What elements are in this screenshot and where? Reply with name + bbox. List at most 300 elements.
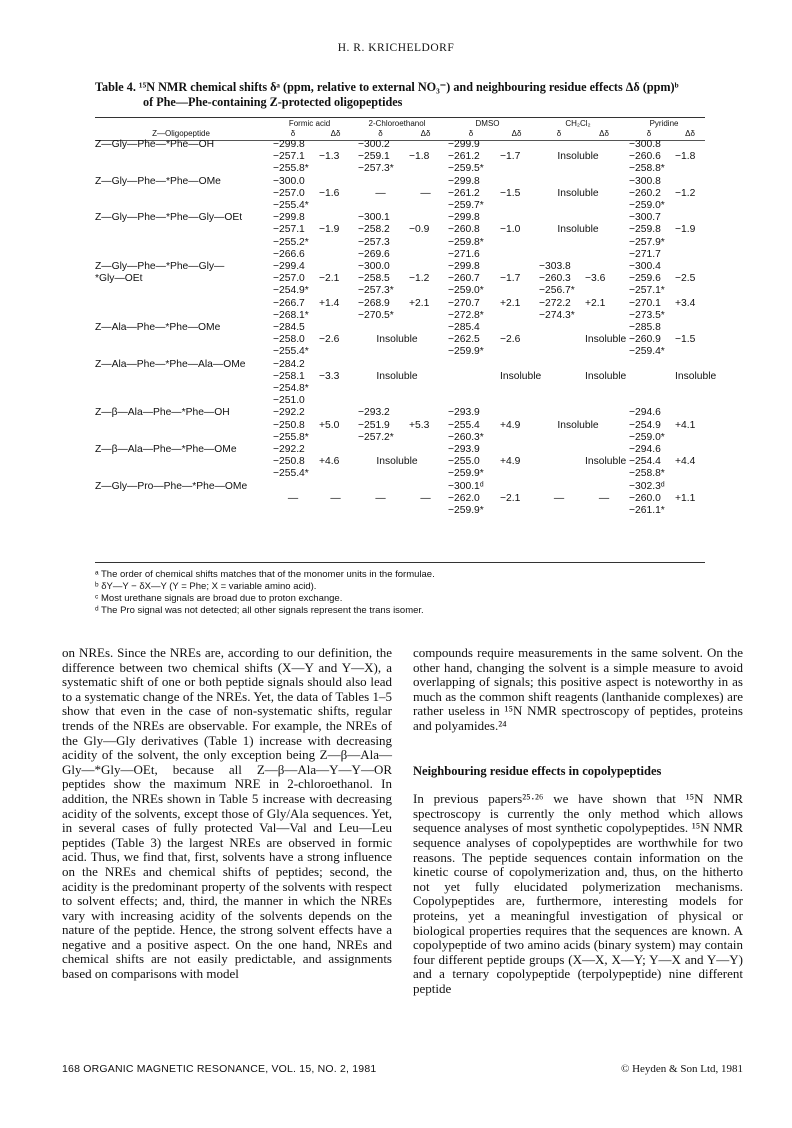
value-cell: −300.7 xyxy=(629,212,661,224)
value-cell: — xyxy=(287,492,299,504)
value-cell: −3.6 xyxy=(585,273,606,285)
peptide-cell xyxy=(95,249,267,261)
Delta-delta-header: Δδ xyxy=(599,129,609,138)
value-cell xyxy=(585,261,623,273)
value-cell xyxy=(267,481,319,493)
footer-journal: 168 ORGANIC MAGNETIC RESONANCE, VOL. 15, NO. 2, 1981 xyxy=(62,1063,377,1075)
table-row xyxy=(95,444,705,456)
value-cell xyxy=(319,237,352,249)
value-cell xyxy=(500,407,533,419)
value-cell: −268.9 xyxy=(358,297,390,309)
Delta-delta-header: Δδ xyxy=(330,129,341,138)
table-row xyxy=(95,456,705,468)
table-row xyxy=(95,139,705,151)
value-cell xyxy=(533,176,585,188)
value-cell: −299.8 xyxy=(448,261,480,273)
value-cell: −250.8 xyxy=(273,419,305,431)
value-cell xyxy=(675,468,705,480)
value-cell xyxy=(585,359,623,371)
value-cell xyxy=(585,346,623,358)
value-cell xyxy=(675,139,705,151)
value-cell: −2.5 xyxy=(675,273,696,285)
value-cell xyxy=(533,481,585,493)
table-row xyxy=(95,151,705,163)
value-cell: −2.1 xyxy=(319,273,340,285)
peptide-cell xyxy=(95,224,267,236)
value-cell: — xyxy=(420,492,431,504)
Delta-delta-header: Δδ xyxy=(420,129,431,138)
value-cell: Insoluble xyxy=(557,224,599,236)
table-row xyxy=(95,493,705,505)
value-cell xyxy=(623,395,675,407)
value-cell xyxy=(442,383,500,395)
value-cell: −300.2 xyxy=(358,139,390,150)
value-cell: −268.1* xyxy=(273,309,309,321)
value-cell: −294.6 xyxy=(629,444,661,456)
running-head: H. R. KRICHELDORF xyxy=(337,42,455,54)
value-cell: +1.4 xyxy=(319,297,340,309)
value-cell xyxy=(585,237,623,249)
value-cell xyxy=(352,468,409,480)
value-cell: −259.8* xyxy=(448,236,484,248)
value-cell xyxy=(409,139,442,151)
caption-line-2: of Phe—Phe-containing Z-protected oligopeptides xyxy=(143,95,403,109)
value-cell xyxy=(533,237,585,249)
value-cell: Insoluble xyxy=(585,456,627,468)
peptide-cell xyxy=(95,493,267,505)
value-cell xyxy=(585,310,623,322)
value-cell: −299.8 xyxy=(448,212,480,224)
value-cell: −270.5* xyxy=(358,309,394,321)
peptide-cell xyxy=(95,456,267,468)
table-row xyxy=(95,334,705,346)
peptide-cell: Z—Ala—Phe—*Phe—Ala—OMe xyxy=(95,358,246,370)
value-cell: +5.0 xyxy=(319,419,340,431)
solvent-header: CH₂Cl₂ xyxy=(565,119,591,128)
value-cell: −299.8 xyxy=(273,212,305,224)
section-heading: Neighbouring residue effects in copolypeptides xyxy=(413,763,662,778)
value-cell xyxy=(500,432,533,444)
value-cell xyxy=(623,383,675,395)
value-cell xyxy=(500,200,533,212)
value-cell: −254.8* xyxy=(273,383,309,395)
value-cell xyxy=(585,432,623,444)
table-row xyxy=(95,285,705,297)
value-cell: −285.4 xyxy=(448,322,480,334)
value-cell xyxy=(675,176,705,188)
value-cell xyxy=(352,322,409,334)
value-cell: −260.3 xyxy=(539,273,571,285)
body-paragraph: on NREs. Since the NREs are, according to our definition, the difference between two chemical shifts (X—Y and Y—X), a systematic shift of one or both peptide signals should also lead to a systematic change of the NREs. Yet, the data of Tables 1–5 show that even in the case of non-systematic shifts, regular trends of the NREs are observable. For example, the NREs of the Gly—Gly derivatives (Table 1) increase with decreasing acidity of the solvent, the only exception being Z—β—Ala—Gly—*Gly—OEt, because all Z—β—Ala—Y—Y—OR peptides show the maximum NRE in 2-chloroethanol. In addition, the NREs shown in Table 5 increase with decreasing acidity of the solvents, except those of Gly/Ala sequences. Yet, in several cases of fully protected Val—Val and Leu—Leu peptides (Table 3) the largest NREs are observed in formic acid. Thus, we find that, first, solvents have a strong influence on the NREs and chemical shifts of peptides; second, the acidity is the predominant property of the solvents with respect to solvent effects; and, third, the manner in which the NREs vary with increasing acidity of the solvents depends on the nature of the peptide. Hence, the strong solvent effects have a negative and a positive aspect. On the one hand, NREs and chemical shifts are not easily predictable, and assignments based on comparisons with model xyxy=(62,645,392,982)
table-row xyxy=(95,346,705,358)
value-cell xyxy=(500,261,533,273)
value-cell: −284.5 xyxy=(273,322,305,334)
value-cell xyxy=(500,163,533,175)
value-cell xyxy=(319,310,352,322)
value-cell xyxy=(675,346,705,358)
value-cell: −270.1 xyxy=(629,297,661,309)
peptide-cell xyxy=(95,346,267,358)
value-cell: Insoluble xyxy=(675,370,717,382)
peptide-cell xyxy=(95,188,267,200)
peptide-cell: Z—Gly—Phe—*Phe—Gly— xyxy=(95,261,225,273)
value-cell: +2.1 xyxy=(500,297,521,309)
value-cell xyxy=(585,176,623,188)
footnote: ᵇ δY—Y − δX—Y (Y = Phe; X = variable amino acid). xyxy=(95,581,317,592)
table-row xyxy=(95,224,705,236)
value-cell xyxy=(319,139,352,151)
value-cell xyxy=(585,407,623,419)
value-cell: Insoluble xyxy=(557,151,599,163)
delta-header: δ xyxy=(646,129,652,138)
value-cell xyxy=(675,383,705,395)
value-cell xyxy=(319,212,352,224)
value-cell xyxy=(352,505,409,517)
table-caption xyxy=(95,80,715,110)
value-cell xyxy=(319,395,352,407)
value-cell: −257.9* xyxy=(629,236,665,248)
value-cell xyxy=(352,444,409,456)
value-cell xyxy=(319,322,352,334)
value-cell: −260.7 xyxy=(448,273,480,285)
value-cell xyxy=(352,481,409,493)
value-cell: −1.2 xyxy=(675,187,696,199)
peptide-cell xyxy=(95,334,267,346)
value-cell xyxy=(409,249,442,261)
value-cell: −1.2 xyxy=(409,273,430,285)
value-cell xyxy=(442,359,500,371)
peptide-cell: Z—Gly—Pro—Phe—*Phe—OMe xyxy=(95,480,248,492)
peptide-cell xyxy=(95,237,267,249)
value-cell xyxy=(533,468,585,480)
value-cell: −260.8 xyxy=(448,224,480,236)
value-cell xyxy=(319,261,352,273)
table-row xyxy=(95,481,705,493)
table-row xyxy=(95,432,705,444)
peptide-cell xyxy=(95,285,267,297)
value-cell xyxy=(675,432,705,444)
delta-header: δ xyxy=(290,129,296,138)
value-cell: −260.9 xyxy=(629,334,661,346)
left-text-column xyxy=(62,646,392,982)
table-row xyxy=(95,249,705,261)
value-cell: −293.2 xyxy=(358,407,390,419)
value-cell: −261.2 xyxy=(448,151,480,163)
value-cell xyxy=(675,359,705,371)
value-cell: −260.6 xyxy=(629,151,661,163)
value-cell xyxy=(675,322,705,334)
value-cell: −299.8 xyxy=(273,139,305,150)
value-cell: −284.2 xyxy=(273,358,305,370)
value-cell xyxy=(533,456,585,468)
oligopeptide-header: Z—Oligopeptide xyxy=(152,129,210,138)
value-cell: −259.6 xyxy=(629,273,661,285)
value-cell xyxy=(500,249,533,261)
table-row xyxy=(95,176,705,188)
value-cell xyxy=(675,481,705,493)
value-cell: +4.9 xyxy=(500,456,521,468)
footer-copyright: © Heyden & Son Ltd, 1981 xyxy=(620,1063,743,1075)
value-cell xyxy=(352,359,409,371)
peptide-cell xyxy=(95,163,267,175)
value-cell: −300.0 xyxy=(358,261,390,273)
value-cell xyxy=(533,432,585,444)
value-cell: −258.2 xyxy=(358,224,390,236)
value-cell: −258.0 xyxy=(273,334,305,346)
peptide-cell xyxy=(95,200,267,212)
value-cell: — xyxy=(375,492,386,504)
value-cell xyxy=(409,383,442,395)
value-cell: Insoluble xyxy=(557,419,599,431)
peptide-cell: Z—Gly—Phe—*Phe—Gly—OEt xyxy=(95,212,243,224)
value-cell: −1.5 xyxy=(500,187,521,199)
delta-header: δ xyxy=(468,129,474,138)
value-cell: −259.4* xyxy=(629,346,665,358)
value-cell xyxy=(409,505,442,517)
value-cell xyxy=(442,395,500,407)
value-cell xyxy=(319,468,352,480)
value-cell: — xyxy=(553,492,565,504)
value-cell xyxy=(623,371,675,383)
value-cell xyxy=(500,139,533,151)
value-cell: −272.8* xyxy=(448,309,484,321)
value-cell: −254.4 xyxy=(629,456,661,468)
value-cell: −257.1* xyxy=(629,285,665,297)
table-row xyxy=(95,505,705,517)
footnote: ᵈ The Pro signal was not detected; all other signals represent the trans isomer. xyxy=(95,605,424,616)
value-cell xyxy=(409,200,442,212)
value-cell xyxy=(409,346,442,358)
value-cell: −294.6 xyxy=(629,407,661,419)
value-cell xyxy=(409,444,442,456)
value-cell xyxy=(409,359,442,371)
value-cell: Insoluble xyxy=(376,334,418,346)
value-cell: −259.1 xyxy=(358,151,390,163)
value-cell xyxy=(267,505,319,517)
value-cell: — xyxy=(375,187,386,199)
value-cell xyxy=(585,212,623,224)
value-cell: −259.0* xyxy=(629,431,665,443)
peptide-cell xyxy=(95,383,267,395)
value-cell xyxy=(409,261,442,273)
delta-header: δ xyxy=(556,129,562,138)
value-cell: −300.1 xyxy=(358,212,390,224)
value-cell: −266.6 xyxy=(273,248,305,260)
value-cell: −250.8 xyxy=(273,456,305,468)
value-cell xyxy=(319,481,352,493)
Delta-delta-header: Δδ xyxy=(511,129,522,138)
value-cell: −251.0 xyxy=(273,395,305,407)
value-cell: −1.6 xyxy=(319,187,340,199)
value-cell xyxy=(675,505,705,517)
value-cell: −299.9 xyxy=(448,139,480,150)
value-cell xyxy=(533,322,585,334)
peptide-cell xyxy=(95,395,267,407)
peptide-cell: Z—Gly—Phe—*Phe—OH xyxy=(95,139,215,150)
value-cell xyxy=(675,261,705,273)
value-cell xyxy=(585,505,623,517)
value-cell: −259.0* xyxy=(629,200,665,212)
value-cell xyxy=(533,346,585,358)
value-cell: +4.9 xyxy=(500,419,521,431)
value-cell: Insoluble xyxy=(585,370,627,382)
value-cell: −258.8* xyxy=(629,468,665,480)
value-cell: — xyxy=(330,492,341,504)
value-cell: — xyxy=(420,187,431,199)
value-cell xyxy=(500,481,533,493)
value-cell: −292.2 xyxy=(273,444,305,456)
value-cell xyxy=(352,200,409,212)
table-footnotes xyxy=(95,569,705,617)
value-cell xyxy=(409,322,442,334)
value-cell xyxy=(409,407,442,419)
value-cell: −270.7 xyxy=(448,297,480,309)
footnote: ᶜ Most urethane signals are broad due to proton exchange. xyxy=(95,593,343,604)
value-cell xyxy=(533,249,585,261)
value-cell: −255.4* xyxy=(273,468,309,480)
solvent-header-row xyxy=(95,119,705,129)
body-paragraph: compounds require measurements in the same solvent. On the other hand, changing the solvent is a simple measure to avoid overlapping of signals; this positive aspect is noteworthy in as much as the common shift reagents (lanthanide complexes) are rather useless in ¹⁵N NMR spectroscopy of peptides, proteins and polyamides.²⁴ xyxy=(413,645,743,733)
value-cell: −269.6 xyxy=(358,248,390,260)
value-cell: −262.5 xyxy=(448,334,480,346)
peptide-cell: *Gly—OEt xyxy=(95,273,143,285)
value-cell: −262.0 xyxy=(448,492,480,504)
peptide-cell xyxy=(95,151,267,163)
value-cell xyxy=(500,468,533,480)
value-cell: Insoluble xyxy=(376,456,418,468)
value-cell: −257.1 xyxy=(273,224,305,236)
value-cell xyxy=(585,200,623,212)
table-row xyxy=(95,371,705,383)
value-cell xyxy=(319,200,352,212)
table-bottom-rule xyxy=(95,562,705,563)
value-cell xyxy=(319,163,352,175)
value-cell: −1.3 xyxy=(319,151,340,163)
value-cell: −1.9 xyxy=(319,224,340,236)
value-cell: −257.3 xyxy=(358,236,390,248)
value-cell: −258.8* xyxy=(629,163,665,175)
value-cell xyxy=(533,334,585,346)
value-cell: −259.9* xyxy=(448,505,484,517)
value-cell: Insoluble xyxy=(557,187,599,199)
value-cell xyxy=(409,285,442,297)
value-cell: −259.0* xyxy=(448,285,484,297)
peptide-cell: Z—Ala—Phe—*Phe—OMe xyxy=(95,322,221,334)
value-cell xyxy=(533,383,585,395)
table-row xyxy=(95,237,705,249)
value-cell: −1.5 xyxy=(675,334,696,346)
value-cell: −285.8 xyxy=(629,322,661,334)
right-text-column xyxy=(413,646,743,996)
value-cell: −260.2 xyxy=(629,187,661,199)
value-cell: −272.2 xyxy=(539,297,571,309)
value-cell: −271.6 xyxy=(448,248,480,260)
spacer xyxy=(413,778,743,792)
Delta-delta-header: Δδ xyxy=(685,129,695,138)
value-cell xyxy=(500,505,533,517)
value-cell xyxy=(533,139,585,151)
table-row xyxy=(95,273,705,285)
value-cell: +4.6 xyxy=(319,456,340,468)
solvent-header: Pyridine xyxy=(649,119,679,128)
value-cell xyxy=(533,444,585,456)
solvent-header: 2-Chloroethanol xyxy=(368,119,426,128)
peptide-cell xyxy=(95,310,267,322)
value-cell xyxy=(533,212,585,224)
value-cell: −1.7 xyxy=(500,273,521,285)
value-cell xyxy=(352,383,409,395)
value-cell: +5.3 xyxy=(409,419,430,431)
caption-line-1: Table 4. ¹⁵N NMR chemical shifts δᵃ (ppm, relative to external NO₃⁻) and neighbouring residue effects Δδ (ppm)ᵇ xyxy=(95,80,679,94)
value-cell xyxy=(319,505,352,517)
value-cell xyxy=(319,249,352,261)
header-blank xyxy=(95,119,267,129)
table-row xyxy=(95,383,705,395)
solvent-header: Formic acid xyxy=(288,119,331,128)
value-cell xyxy=(675,444,705,456)
value-cell: −257.3* xyxy=(358,163,394,175)
nmr-shift-table xyxy=(95,119,717,517)
value-cell: +2.1 xyxy=(409,297,430,309)
value-cell: −300.0 xyxy=(273,175,305,187)
table-row xyxy=(95,420,705,432)
value-cell: +3.4 xyxy=(675,297,696,309)
value-cell: −271.7 xyxy=(629,248,661,260)
value-cell: −255.0 xyxy=(448,456,480,468)
value-cell: −259.9* xyxy=(448,346,484,358)
value-cell: −293.9 xyxy=(448,407,480,419)
value-cell: Insoluble xyxy=(376,370,418,382)
value-cell xyxy=(319,407,352,419)
value-cell: −257.2* xyxy=(358,431,394,443)
peptide-cell xyxy=(95,432,267,444)
value-cell: −259.7* xyxy=(448,200,484,212)
value-cell xyxy=(409,481,442,493)
table-row xyxy=(95,298,705,310)
value-cell xyxy=(409,468,442,480)
value-cell: −2.6 xyxy=(500,334,521,346)
value-cell xyxy=(675,407,705,419)
value-cell xyxy=(585,395,623,407)
value-cell: −256.7* xyxy=(539,285,575,297)
value-cell xyxy=(409,212,442,224)
value-cell: −255.2* xyxy=(273,236,309,248)
solvent-header: DMSO xyxy=(475,119,500,128)
value-cell xyxy=(675,200,705,212)
value-cell xyxy=(585,285,623,297)
value-cell xyxy=(675,249,705,261)
value-cell: −292.2 xyxy=(273,407,305,419)
value-cell xyxy=(442,371,500,383)
value-cell xyxy=(533,395,585,407)
value-cell xyxy=(319,346,352,358)
value-cell xyxy=(319,285,352,297)
value-cell xyxy=(675,212,705,224)
value-cell xyxy=(319,432,352,444)
value-cell: −261.2 xyxy=(448,187,480,199)
table-row xyxy=(95,359,705,371)
value-cell: −254.9* xyxy=(273,285,309,297)
value-cell: −1.8 xyxy=(409,151,430,163)
value-cell: −300.1ᵈ xyxy=(448,480,484,492)
body-paragraph: In previous papers²⁵·²⁶ we have shown that ¹⁵N NMR spectroscopy is currently the only method which allows sequence analyses of most synthetic copolypeptides. ¹⁵N NMR sequence analyses of copolypeptides are worthwhile for two reasons. The peptide sequences contain information on the kinetic course of copolymerization and, thus, on the hitherto not yet fully elucidated polymerization mechanisms. Copolypeptides are, furthermore, interesting models for proteins, yet a meaningful investigation of physical or biological properties requires that the sequences are known. A copolypeptide of two amino acids (binary system) may contain four different peptide groups (X—X, X—Y; Y—X and Y—Y) and a ternary copolypeptide (terpolypeptide) nine different peptide xyxy=(413,791,743,996)
value-cell xyxy=(533,505,585,517)
value-cell: −251.9 xyxy=(358,419,390,431)
value-cell xyxy=(500,444,533,456)
footnote: ᵃ The order of chemical shifts matches that of the monomer units in the formulae. xyxy=(95,569,435,580)
value-cell: −299.8 xyxy=(448,175,480,187)
value-cell: −259.8 xyxy=(629,224,661,236)
